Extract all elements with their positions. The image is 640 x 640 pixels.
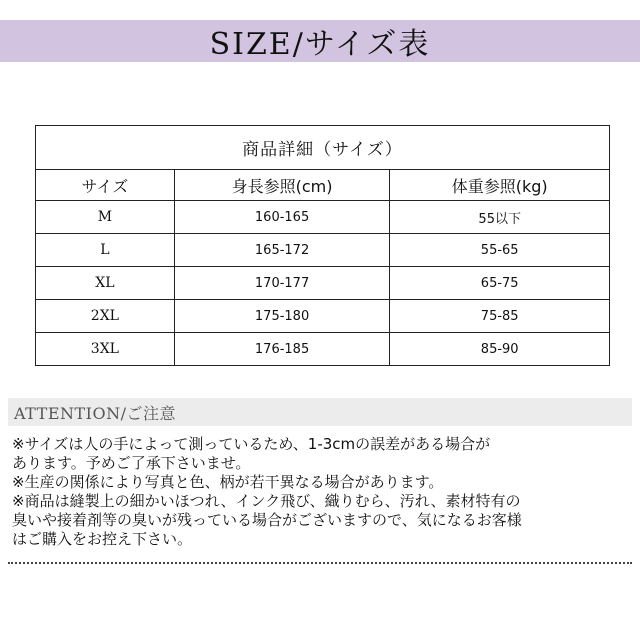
note-line: あります。予めご了承下さいませ。: [12, 454, 251, 472]
height-cell: 165-172: [174, 234, 390, 267]
header-height: 身長参照(cm): [174, 170, 390, 201]
table-row: [36, 333, 610, 366]
header-weight: 体重参照(kg): [390, 170, 610, 201]
weight-cell: 75-85: [390, 300, 610, 333]
dotted-divider: [8, 562, 632, 564]
size-cell: XL: [36, 267, 175, 300]
table-row: [36, 234, 610, 267]
table-caption: 商品詳細（サイズ）: [36, 126, 610, 170]
weight-cell: 65-75: [390, 267, 610, 300]
size-chart-table: [35, 125, 610, 366]
size-cell: 3XL: [36, 333, 175, 366]
note-line: ※サイズは人の手によって測っているため、1-3cmの誤差がある場合が: [12, 435, 491, 453]
attention-banner: [8, 398, 632, 426]
page-title: SIZE/サイズ表: [209, 27, 431, 62]
height-cell: 176-185: [174, 333, 390, 366]
size-cell: M: [36, 201, 175, 234]
table-caption-row: [36, 126, 610, 170]
note-line: ※生産の関係により写真と色、柄が若干異なる場合があります。: [12, 473, 444, 491]
height-cell: 160-165: [174, 201, 390, 234]
height-cell: 170-177: [174, 267, 390, 300]
table-row: [36, 300, 610, 333]
table-header-row: [36, 170, 610, 201]
table-row: [36, 267, 610, 300]
size-cell: 2XL: [36, 300, 175, 333]
note-line: はご購入をお控え下さい。: [12, 530, 193, 548]
weight-cell: 85-90: [390, 333, 610, 366]
note-line: 臭いや接着剤等の臭いが残っている場合がございますので、気になるお客様: [12, 511, 522, 529]
table-row: [36, 201, 610, 234]
attention-heading: ATTENTION/ご注意: [14, 403, 177, 423]
attention-notes: [12, 435, 632, 549]
header-size: サイズ: [36, 170, 175, 201]
height-cell: 175-180: [174, 300, 390, 333]
weight-cell: 55-65: [390, 234, 610, 267]
note-line: ※商品は縫製上の細かいほつれ、インク飛び、織りむら、汚れ、素材特有の: [12, 492, 521, 510]
size-cell: L: [36, 234, 175, 267]
weight-cell: 55以下: [390, 201, 610, 234]
title-banner: [0, 20, 640, 62]
